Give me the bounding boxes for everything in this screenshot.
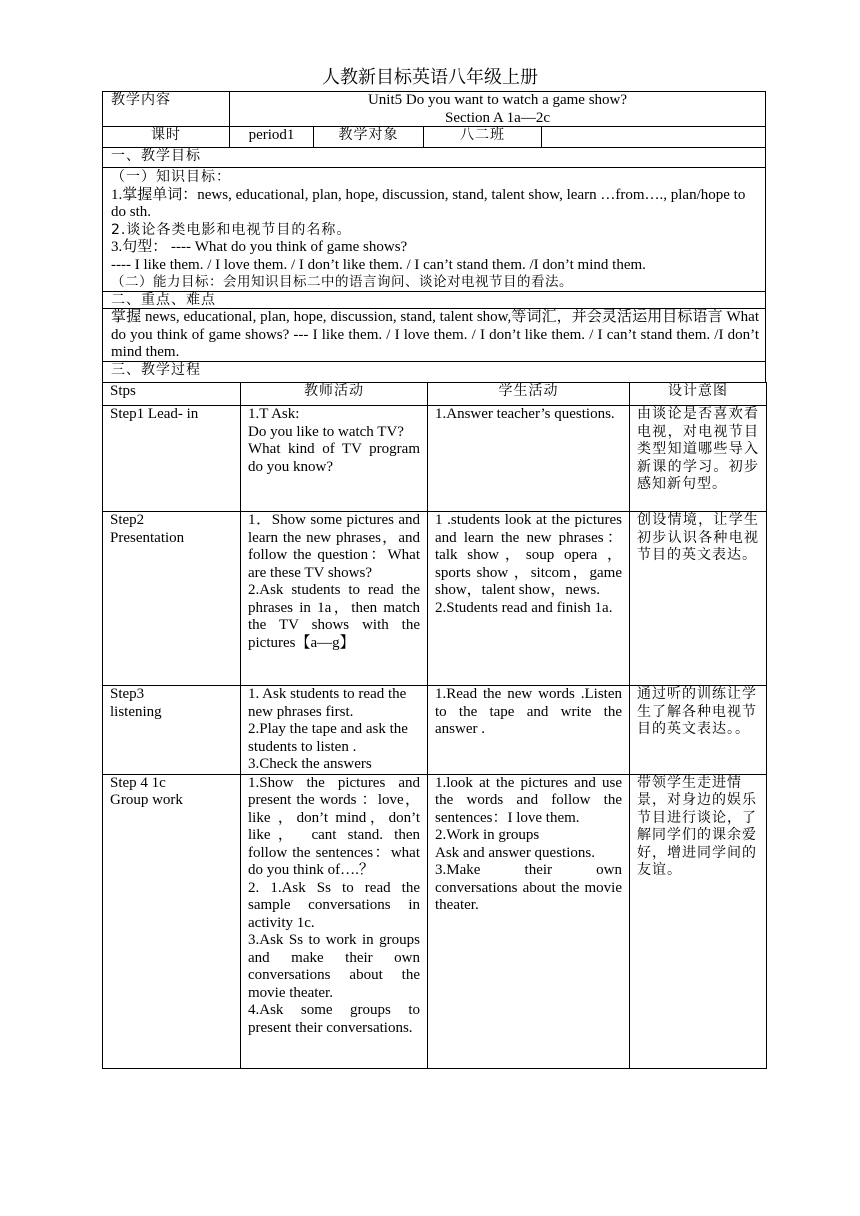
process-header-row — [103, 383, 767, 406]
step-cell — [103, 774, 241, 1068]
table-row — [103, 512, 767, 686]
col-steps: Stps — [103, 383, 241, 406]
objectives-heading: 一、教学目标 — [111, 148, 201, 164]
objective-line-3: 3.句型： ---- What do you think of game shows? — [111, 239, 408, 255]
teacher-cell — [241, 686, 428, 775]
col-intent: 设计意图 — [630, 383, 767, 406]
lesson-plan-header-table — [102, 91, 766, 383]
teacher-line: Do you like to watch TV? — [248, 423, 404, 440]
content-row — [103, 92, 765, 127]
teacher-cell — [241, 512, 428, 686]
unit-title-cell — [229, 92, 765, 126]
intent-cell: 通过听的训练让学生了解各种电视节目的英文表达。。 — [630, 686, 767, 775]
teacher-line: 1. Ask students to read the new phrases first. — [248, 686, 407, 720]
teacher-line: 4.Ask some groups to present their conversations. — [248, 1002, 420, 1036]
step-label: Step3 — [110, 686, 145, 702]
step-label: Group work — [110, 792, 183, 808]
student-line: 2.Students read and finish 1a. — [435, 599, 613, 616]
teacher-line: 3.Check the answers — [248, 756, 372, 772]
step-cell — [103, 406, 241, 512]
student-line: 1.look at the pictures and use the words and follow the sentences：I love them. — [435, 774, 622, 826]
content-label: 教学内容 — [111, 92, 171, 108]
step-label: listening — [110, 703, 162, 720]
objective-line-1: 1.掌握单词：news, educational, plan, hope, discussion, stand, talent show, learn …from…., plan/hope to do sth. — [111, 186, 746, 220]
step-label: Step2 — [110, 512, 145, 528]
objectives-heading-row — [103, 148, 765, 168]
student-line: 1.Read the new words .Listen to the tape and write the answer . — [435, 686, 622, 737]
process-heading-row — [103, 362, 765, 382]
step-cell — [103, 686, 241, 775]
keypoints-body-row — [103, 309, 765, 362]
teacher-line: 1.Show the pictures and present the words ：love，like ，don’t mind，don’t like， cant stand. then follow the sentences：what do you think of….？ — [248, 774, 420, 878]
process-heading: 三、教学过程 — [111, 362, 201, 378]
teacher-cell — [241, 774, 428, 1068]
student-cell — [428, 774, 630, 1068]
keypoints-text: 掌握 news, educational, plan, hope, discussion, stand, talent show,等词汇，并会灵活运用目标语言 What do you think of game shows? --- I like them. / I love them. / I don’t like them. / I can’t stand them. /I don’t mind them. — [111, 309, 759, 360]
section-title: Section A 1a—2c — [445, 109, 550, 126]
process-table — [102, 382, 767, 1069]
student-cell — [428, 686, 630, 775]
teacher-line: What kind of TV program do you know? — [248, 441, 420, 475]
teacher-line: 3.Ask Ss to work in groups and make their own conversations about the movie theater. — [248, 932, 420, 1001]
period-value: period1 — [229, 127, 313, 147]
student-line: 2.Work in groups — [435, 827, 540, 843]
period-row — [103, 127, 765, 148]
document-title: 人教新目标英语八年级上册 — [322, 67, 538, 87]
target-value: 八二班 — [423, 127, 541, 147]
keypoints-heading-row — [103, 292, 765, 309]
step-label: Step 4 1c — [110, 774, 166, 791]
objective-line-2: 2.谈论各类电影和电视节目的名称。 — [111, 221, 352, 238]
knowledge-title: （一）知识目标： — [111, 169, 231, 185]
col-teacher: 教师活动 — [241, 383, 428, 406]
process-table-wrap — [102, 382, 766, 1068]
empty-cell — [541, 127, 765, 147]
teacher-line: 2. 1.Ask Ss to read the sample conversations in activity 1c. — [248, 879, 420, 931]
teacher-line: 2.Ask students to read the phrases in 1a，then match the TV shows with the pictures【a—g】 — [248, 582, 420, 651]
table-row — [103, 774, 767, 1068]
ability-objective: （二）能力目标：会用知识目标二中的语言询问、谈论对电视节目的看法。 — [111, 274, 573, 290]
col-student: 学生活动 — [428, 383, 630, 406]
student-line: 3.Make their own conversations about the movie theater. — [435, 862, 622, 913]
student-line: Ask and answer questions. — [435, 844, 595, 861]
intent-cell: 创设情境，让学生初步认识各种电视节目的英文表达。 — [630, 512, 767, 686]
step-cell — [103, 512, 241, 686]
intent-cell: 由谈论是否喜欢看电视，对电视节目类型知道哪些导入新课的学习。初步感知新句型。 — [630, 406, 767, 512]
step-label: Step1 Lead- in — [110, 406, 199, 422]
teacher-line: 1.T Ask: — [248, 406, 300, 422]
table-row — [103, 686, 767, 775]
keypoints-heading: 二、重点、难点 — [111, 292, 216, 308]
unit-title: Unit5 Do you want to watch a game show? — [367, 92, 628, 108]
teacher-line: 1．Show some pictures and learn the new phrases，and follow the question：What are these TV shows? — [248, 512, 420, 581]
teacher-line: 2.Play the tape and ask the students to listen . — [248, 721, 408, 755]
teacher-cell — [241, 406, 428, 512]
student-line: 1.Answer teacher’s questions. — [435, 406, 615, 422]
period-label: 课时 — [151, 127, 181, 143]
objectives-body-row — [103, 168, 765, 292]
student-cell — [428, 406, 630, 512]
target-label: 教学对象 — [313, 127, 423, 147]
step-label: Presentation — [110, 529, 185, 546]
table-row — [103, 406, 767, 512]
objective-line-4: ---- I like them. / I love them. / I don’t like them. / I can’t stand them. /I don’t mind them. — [111, 256, 646, 273]
intent-cell: 带领学生走进情景，对身边的娱乐节目进行谈论，了解同学们的课余爱好，增进同学间的友谊。 — [630, 774, 767, 1068]
student-cell — [428, 512, 630, 686]
student-line: 1 .students look at the pictures and learn the new phrases：talk show，soup opera ， sports show ，sitcom，game show，talent show，news. — [435, 512, 622, 598]
